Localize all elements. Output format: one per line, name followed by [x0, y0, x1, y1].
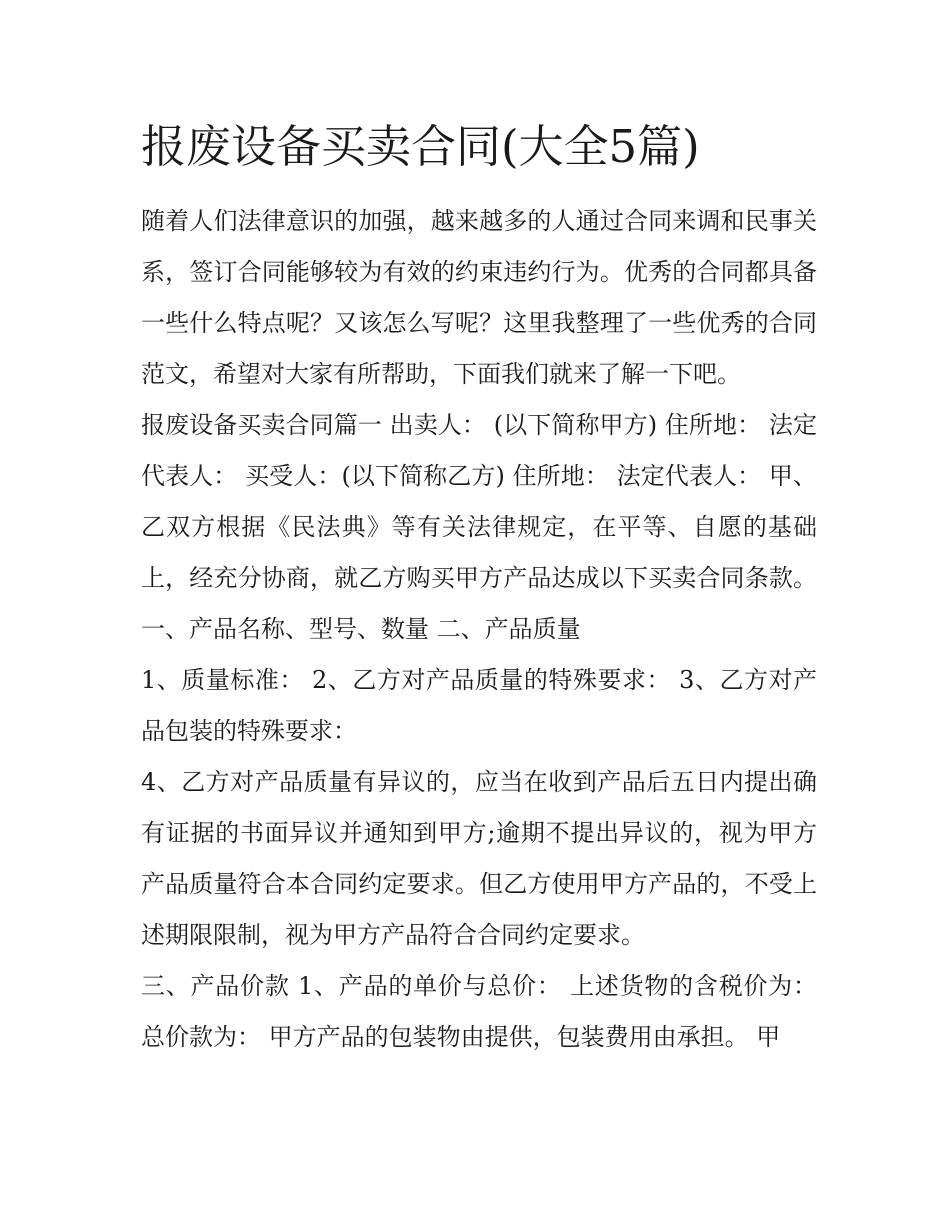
document-body	[141, 112, 817, 1063]
paragraph-price: 三、产品价款 1、产品的单价与总价： 上述货物的含税价为：总价款为： 甲方产品的包装物由提供，包装费用由承担。 甲	[141, 972, 817, 1051]
document-title: 报废设备买卖合同(大全5篇)	[141, 120, 700, 173]
paragraph-contract-parties: 报废设备买卖合同篇一 出卖人： (以下简称甲方) 住所地： 法定代表人： 买受人：(以下简称乙方) 住所地： 法定代表人： 甲、乙双方根据《民法典》等有关法律规定，在平等、自愿的基础上，经充分协商，就乙方购买甲方产品达成以下买卖合同条款。 一、产品名称、型号、数量 二、产品质量	[141, 411, 817, 643]
paragraph-intro: 随着人们法律意识的加强，越来越多的人通过合同来调和民事关系，签订合同能够较为有效的约束违约行为。优秀的合同都具备一些什么特点呢？又该怎么写呢？这里我整理了一些优秀的合同范文，希望对大家有所帮助，下面我们就来了解一下吧。	[141, 207, 817, 388]
paragraph-quality-objection: 4、乙方对产品质量有异议的，应当在收到产品后五日内提出确有证据的书面异议并通知到甲方;逾期不提出异议的，视为甲方产品质量符合本合同约定要求。但乙方使用甲方产品的，不受上述期限限制，视为甲方产品符合合同约定要求。	[141, 768, 817, 949]
paragraph-quality-standards: 1、质量标准： 2、乙方对产品质量的特殊要求： 3、乙方对产品包装的特殊要求：	[141, 666, 817, 745]
